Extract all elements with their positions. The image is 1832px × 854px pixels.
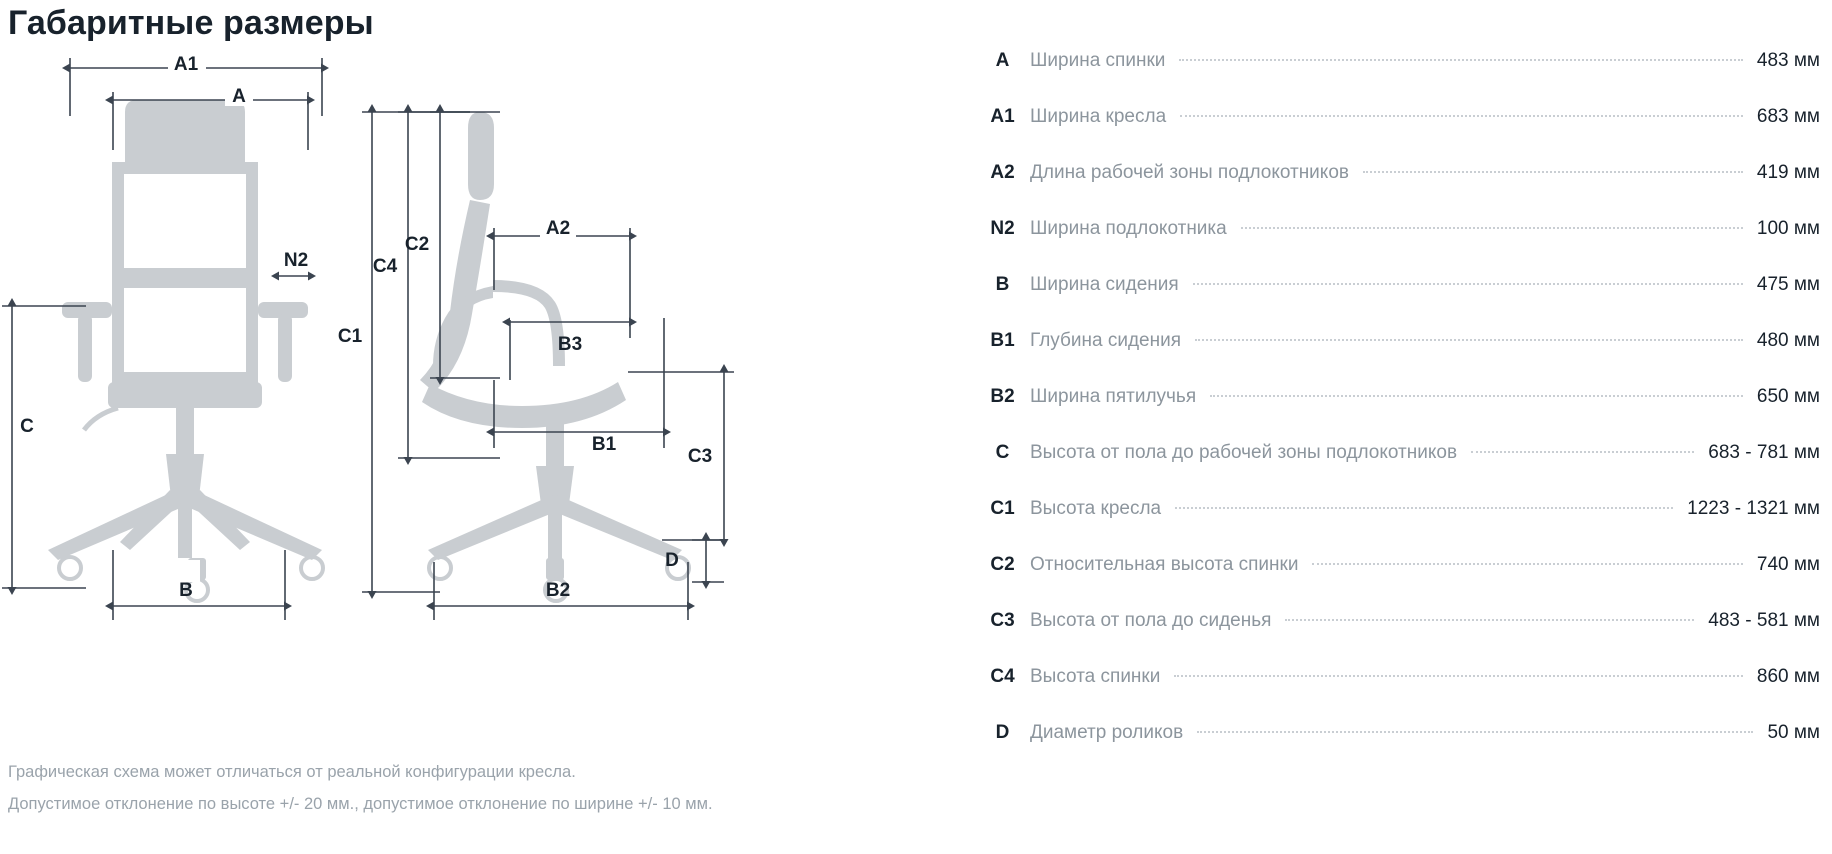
spec-code: N2	[990, 218, 1015, 239]
spec-code: B	[995, 274, 1010, 295]
label-A1: A1	[173, 54, 199, 75]
spec-dot-leader	[1312, 563, 1742, 565]
label-A: A	[232, 86, 246, 107]
label-A2: A2	[545, 218, 571, 239]
side-view-chair	[420, 112, 689, 601]
spec-code: A1	[990, 106, 1015, 127]
spec-code: C	[995, 442, 1010, 463]
spec-row	[975, 722, 1820, 778]
spec-code: B1	[990, 330, 1015, 351]
label-D: D	[665, 550, 679, 571]
front-view-chair	[48, 100, 323, 601]
spec-name: Ширина сидения	[1030, 274, 1179, 295]
spec-name: Ширина спинки	[1030, 50, 1166, 71]
label-C4: C4	[372, 256, 398, 277]
spec-row	[975, 274, 1820, 330]
spec-code: B2	[990, 386, 1015, 407]
spec-dot-leader	[1193, 283, 1743, 285]
spec-value: 480 мм	[1756, 330, 1820, 351]
spec-row	[975, 330, 1820, 386]
spec-dot-leader	[1363, 171, 1743, 173]
spec-dot-leader	[1285, 619, 1694, 621]
spec-dot-leader	[1241, 227, 1743, 229]
spec-value: 50 мм	[1767, 722, 1820, 743]
spec-row	[975, 666, 1820, 722]
spec-dot-leader	[1210, 395, 1743, 397]
spec-value: 100 мм	[1756, 218, 1820, 239]
spec-name: Высота спинки	[1030, 666, 1161, 687]
spec-row	[975, 442, 1820, 498]
note-configuration: Графическая схема может отличаться от реальной конфигурации кресла.	[8, 763, 576, 781]
label-B2: B2	[545, 580, 571, 601]
label-B: B	[179, 580, 193, 601]
spec-dot-leader	[1471, 451, 1694, 453]
spec-code: D	[995, 722, 1010, 743]
spec-value: 483 - 581 мм	[1708, 610, 1820, 631]
spec-value: 483 мм	[1756, 50, 1820, 71]
spec-name: Высота от пола до сиденья	[1030, 610, 1272, 631]
spec-dot-leader	[1175, 507, 1673, 509]
label-C3: C3	[687, 446, 713, 467]
spec-code: A2	[990, 162, 1015, 183]
label-B1: B1	[591, 434, 617, 455]
spec-row	[975, 218, 1820, 274]
spec-dot-leader	[1174, 675, 1743, 677]
spec-value: 740 мм	[1756, 554, 1820, 575]
spec-value: 1223 - 1321 мм	[1687, 498, 1820, 519]
spec-value: 475 мм	[1756, 274, 1820, 295]
dimension-lines	[2, 58, 734, 620]
spec-name: Ширина кресла	[1030, 106, 1167, 127]
label-B3: B3	[557, 334, 583, 355]
spec-code: C4	[990, 666, 1015, 687]
note-tolerance: Допустимое отклонение по высоте +/- 20 мм., допустимое отклонение по ширине +/- 10 мм.	[8, 794, 713, 813]
spec-value: 860 мм	[1756, 666, 1820, 687]
spec-dot-leader	[1179, 59, 1743, 61]
specifications-list	[975, 50, 1820, 778]
spec-row	[975, 50, 1820, 106]
spec-value: 683 мм	[1756, 106, 1820, 127]
spec-code: C1	[990, 498, 1015, 519]
diagram-svg	[0, 50, 900, 690]
diagram-notes	[8, 760, 808, 823]
spec-dot-leader	[1195, 339, 1743, 341]
spec-code: A	[995, 50, 1010, 71]
spec-value: 419 мм	[1756, 162, 1820, 183]
spec-value: 650 мм	[1756, 386, 1820, 407]
label-C: C	[20, 416, 34, 437]
spec-code: C2	[990, 554, 1015, 575]
spec-name: Ширина пятилучья	[1030, 386, 1197, 407]
spec-name: Высота кресла	[1030, 498, 1162, 519]
spec-row	[975, 610, 1820, 666]
page-title: Габаритные размеры	[8, 4, 374, 42]
spec-name: Высота от пола до рабочей зоны подлокотников	[1030, 442, 1458, 463]
spec-name: Ширина подлокотника	[1030, 218, 1227, 239]
spec-name: Глубина сидения	[1030, 330, 1182, 351]
spec-dot-leader	[1197, 731, 1753, 733]
label-C2: C2	[404, 234, 430, 255]
label-N2: N2	[283, 250, 309, 271]
spec-dot-leader	[1180, 115, 1743, 117]
spec-name: Относительная высота спинки	[1030, 554, 1299, 575]
spec-row	[975, 106, 1820, 162]
spec-row	[975, 386, 1820, 442]
spec-code: C3	[990, 610, 1015, 631]
spec-name: Диаметр роликов	[1030, 722, 1184, 743]
spec-row	[975, 162, 1820, 218]
spec-name: Длина рабочей зоны подлокотников	[1030, 162, 1349, 183]
chair-dimensions-diagram	[0, 50, 900, 730]
label-C1: C1	[337, 326, 363, 347]
spec-row	[975, 498, 1820, 554]
spec-value: 683 - 781 мм	[1708, 442, 1820, 463]
spec-row	[975, 554, 1820, 610]
